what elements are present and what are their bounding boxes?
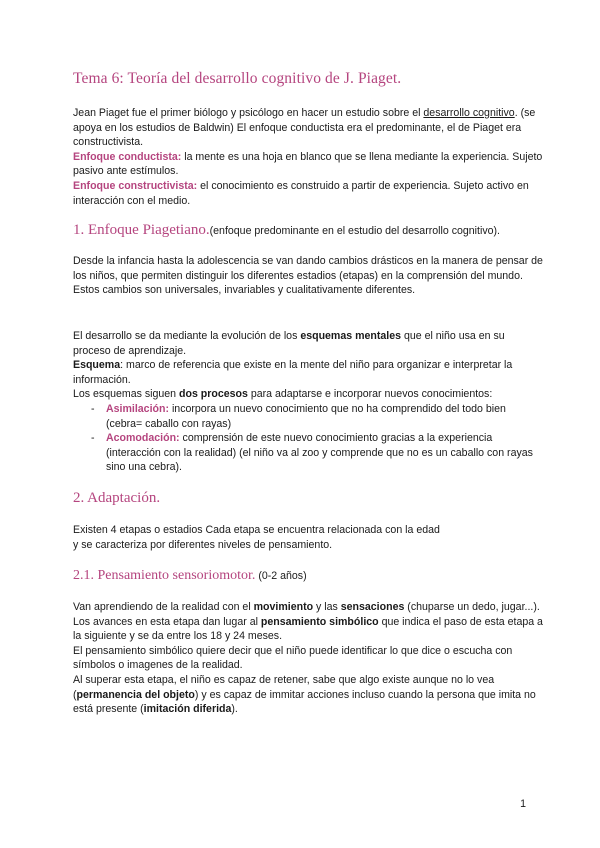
conductista-definition: Enfoque conductista: la mente es una hoja en blanco que se llena mediante la experiencia. Sujeto pasivo ante estímulos. [73, 150, 543, 178]
constructivista-definition: Enfoque constructivista: el conocimiento es construido a partir de experiencia. Sujeto activo en interacción con el medio. [73, 179, 529, 207]
intro-block [73, 106, 543, 208]
section-2-1-heading: 2.1. Pensamiento sensoriomotor. (0-2 años) [73, 568, 307, 583]
section-2-heading: 2. Adaptación. [73, 490, 161, 506]
simbolico-paragraph: El pensamiento simbólico quiere decir que el niño puede identificar lo que dice o escucha con símbolos o imagenes de la realidad. [73, 644, 513, 672]
esquemas-paragraph: El desarrollo se da mediante la evolución de los esquemas mentales que el niño usa en su proceso de aprendizaje. [73, 330, 505, 357]
section-2-1-note: (0-2 años) [255, 570, 307, 582]
superar-etapa-paragraph: Al superar esta etapa, el niño es capaz de retener, sabe que algo existe aunque no lo vea (permanencia del objeto) y es capaz de immitar acciones incluso cuando la persona que imita no está presente (imitación diferida). [73, 673, 536, 716]
section-1-note: (enfoque predominante en el estudio del desarrollo cognitivo). [209, 225, 500, 237]
page-number: 1 [520, 798, 526, 810]
intro-paragraph: Jean Piaget fue el primer biólogo y psicólogo en hacer un estudio sobre el desarrollo cognitivo. (se apoya en los estudios de Baldwin) El enfoque conductista era el predominante, el de Piaget era constructivista. [73, 107, 536, 149]
list-item-asimilacion: - Asimilación: incorpora un nuevo conocimiento que no ha comprendido del todo bien (cebra= caballo con rayas) [91, 402, 506, 430]
procesos-list [73, 402, 543, 475]
section-1-paragraph-1: Desde la infancia hasta la adolescencia se van dando cambios drásticos en la manera de pensar de los niños, que permiten distinguir los diferentes estadios (etapas) en la comprensión del mundo. Estos cambios son universales, invariables y cualitativamente diferentes. [73, 255, 543, 297]
section-1-heading: 1. Enfoque Piagetiano.(enfoque predominante en el estudio del desarrollo cognitivo). [73, 222, 500, 238]
desarrollo-cognitivo-link[interactable]: desarrollo cognitivo [423, 107, 515, 119]
conductista-label: Enfoque conductista: [73, 150, 182, 163]
page-title: Tema 6: Teoría del desarrollo cognitivo de J. Piaget. [73, 70, 402, 87]
section-1-body [73, 329, 543, 475]
constructivista-label: Enfoque constructivista: [73, 179, 198, 192]
list-item-acomodacion: - Acomodación: comprensión de este nuevo conocimiento gracias a la experiencia (interacción con la realidad) (el niño va al zoo y comprende que no es un caballo con rayas sino una cebra). [91, 432, 533, 474]
esquema-definition: Esquema: marco de referencia que existe en la mente del niño para organizar e interpretar la información. [73, 359, 513, 386]
avances-paragraph: Los avances en esta etapa dan lugar al pensamiento simbólico que indica el paso de esta etapa a la siguiente y se da entre los 18 y 24 meses. [73, 615, 543, 643]
aprendizaje-paragraph: Van aprendiendo de la realidad con el movimiento y las sensaciones (chuparse un dedo, jugar...). [73, 601, 540, 613]
section-2-body: Existen 4 etapas o estadios Cada etapa se encuentra relacionada con la edad y se caracteriza por diferentes niveles de pensamiento. [73, 524, 440, 551]
section-2-1-body [73, 600, 543, 717]
procesos-paragraph: Los esquemas siguen dos procesos para adaptarse e incorporar nuevos conocimientos: [73, 388, 493, 401]
